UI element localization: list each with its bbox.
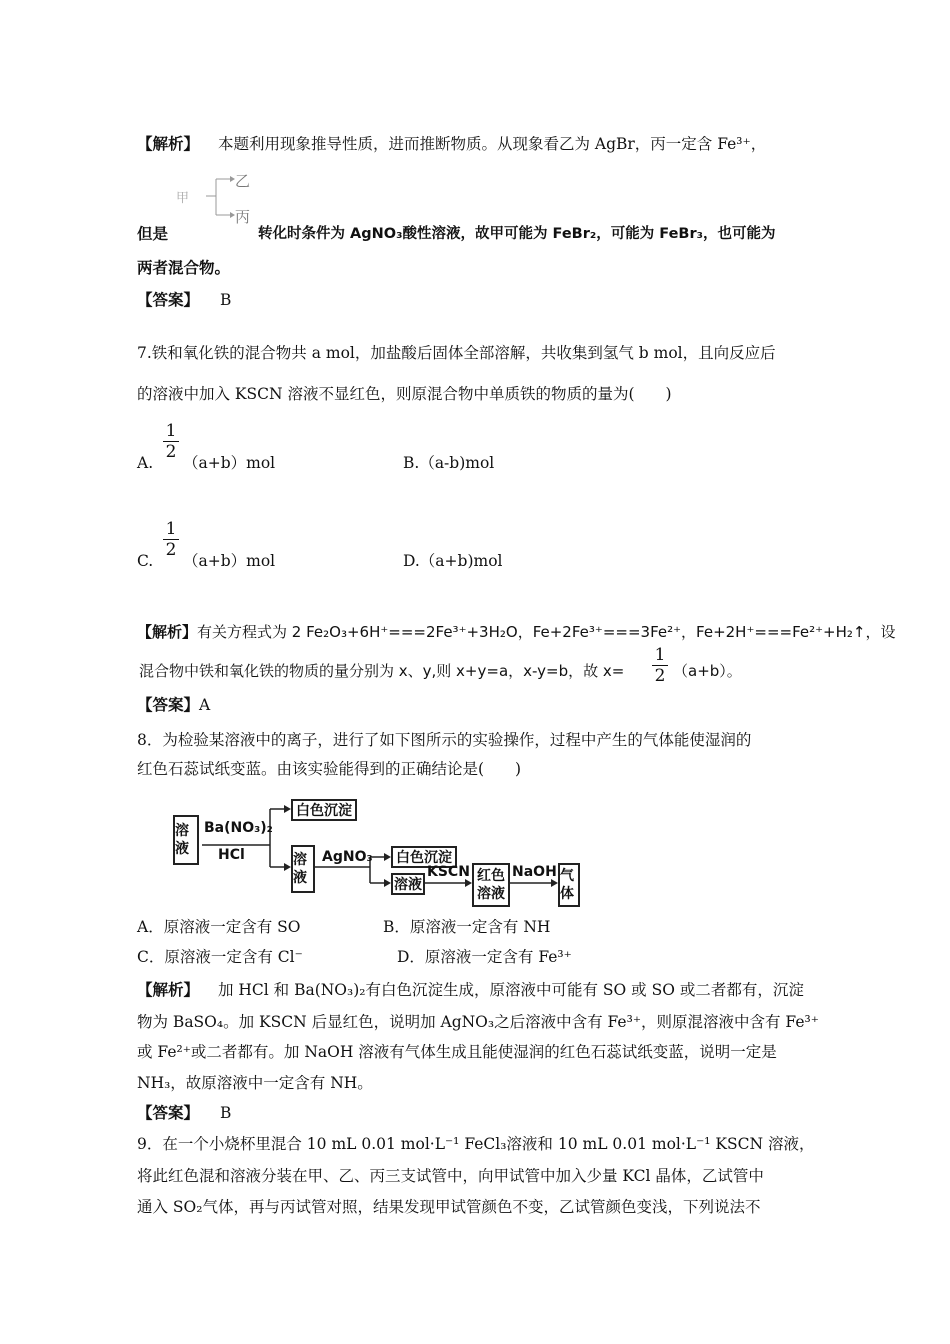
analysis-prefix: 但是 (137, 225, 169, 243)
q8-stem-line1: 8．为检验某溶液中的离子，进行了如下图所示的实验操作，过程中产生的气体能使湿润的 (137, 731, 752, 749)
flow-box-red-solution: 红色溶液 (472, 863, 510, 907)
q9-stem-line2: 将此红色混和溶液分装在甲、乙、丙三支试管中，向甲试管中加入少量 KCl 晶体，乙试管中 (137, 1167, 764, 1185)
fraction-denominator: 2 (165, 442, 177, 462)
q7-option-d: D.（a+b)mol (403, 552, 503, 570)
flow-reagent-ba-no3: Ba(NO₃)₂ (204, 820, 273, 836)
diagram-to1: 乙 (235, 172, 251, 190)
q8-analysis-line2: 物为 BaSO₄。加 KSCN 后显红色，说明加 AgNO₃之后溶液中含有 Fe³⁺，则原混溶液中含有 Fe³⁺ (137, 1013, 819, 1031)
answer-tag: 【答案】 (137, 291, 200, 309)
flow-box-white-precipitate-1: 白色沉淀 (291, 799, 357, 821)
flow-reagent-naoh: NaOH (512, 864, 557, 880)
q7-analysis-line1 (137, 621, 895, 643)
q7-stem-line1: 7.铁和氧化铁的混合物共 a mol，加盐酸后固体全部溶解，共收集到氢气 b mol，且向反应后 (137, 344, 776, 362)
flow-reagent-hcl: HCl (218, 847, 245, 863)
flow-box-gas: 气体 (558, 863, 580, 907)
fraction-numerator: 1 (163, 421, 179, 442)
answer-value: B (219, 291, 232, 309)
q7-stem-line2: 的溶液中加入 KSCN 溶液不显红色，则原混合物中单质铁的物质的量为( ) (137, 385, 672, 403)
answer-value: B (219, 1104, 232, 1122)
answer-tag: 【答案】 (137, 696, 200, 714)
q8-option-b: B．原溶液一定含有 NH (383, 918, 551, 936)
analysis-tag: 【解析】 (137, 981, 200, 999)
fraction-denominator: 2 (165, 540, 177, 560)
q7-option-c-label: C. (137, 552, 154, 570)
q8-stem-line2: 红色石蕊试纸变蓝。由该实验能得到的正确结论是( ) (137, 760, 522, 778)
q9-stem-line1: 9．在一个小烧杯里混合 10 mL 0.01 mol·L⁻¹ FeCl₃溶液和 10 mL 0.01 mol·L⁻¹ KSCN 溶液， (137, 1135, 815, 1153)
q7-answer (137, 694, 210, 716)
q8-option-c: C．原溶液一定含有 Cl⁻ (137, 948, 303, 966)
q7-option-a-fraction (163, 421, 179, 462)
q8-option-d: D．原溶液一定含有 Fe³⁺ (397, 948, 572, 966)
analysis-tag: 【解析】 (137, 135, 200, 153)
q8-option-a: A．原溶液一定含有 SO (137, 918, 301, 936)
q7-option-a-text: （a+b）mol (183, 454, 276, 472)
q6-analysis-line2-suffix: 转化时条件为 AgNO₃酸性溶液，故甲可能为 FeBr₂，可能为 FeBr₃，也可能为 (258, 226, 776, 242)
analysis-text: 本题利用现象推导性质，进而推断物质。从现象看乙为 AgBr，丙一定含 Fe³⁺， (217, 135, 767, 153)
q7-analysis-line2: 混合物中铁和氧化铁的物质的量分别为 x、y,则 x+y=a，x-y=b，故 x= (139, 662, 625, 680)
q8-analysis-line4: NH₃，故原溶液中一定含有 NH。 (137, 1074, 373, 1092)
fraction-numerator: 1 (652, 645, 668, 666)
analysis-text: 加 HCl 和 Ba(NO₃)₂有白色沉淀生成，原溶液中可能有 SO 或 SO 或二者都有，沉淀 (217, 981, 804, 999)
diagram-to2: 丙 (235, 208, 251, 226)
fraction-denominator: 2 (654, 666, 666, 686)
q8-answer (137, 1102, 231, 1124)
q7-option-c-fraction (163, 519, 179, 560)
q6-answer (137, 289, 231, 311)
q6-analysis-line3: 两者混合物。 (137, 259, 231, 277)
q6-analysis-line1 (137, 133, 766, 155)
flow-reagent-kscn: KSCN (427, 864, 470, 880)
q6-analysis-line2 (137, 223, 168, 245)
analysis-tag: 【解析】 (137, 623, 198, 641)
fraction-numerator: 1 (163, 519, 179, 540)
q7-option-b: B.（a-b)mol (403, 454, 495, 472)
q7-analysis-fraction (652, 645, 668, 686)
answer-value: A (199, 696, 211, 714)
diagram-from: 甲 (176, 191, 190, 206)
flow-box-solution-2: 溶液 (291, 845, 315, 893)
flow-box-solution-1: 溶液 (173, 815, 199, 865)
analysis-text: 有关方程式为 2 Fe₂O₃+6H⁺===2Fe³⁺+3H₂O，Fe+2Fe³⁺===3Fe²⁺，Fe+2H⁺===Fe²⁺+H₂↑，设 (197, 623, 896, 641)
q7-option-c-text: （a+b）mol (183, 552, 276, 570)
q7-option-a-label: A. (137, 454, 154, 472)
q8-analysis-line3: 或 Fe²⁺或二者都有。加 NaOH 溶液有气体生成且能使湿润的红色石蕊试纸变蓝，说明一定是 (137, 1043, 777, 1061)
flow-box-solution-3: 溶液 (391, 873, 425, 895)
answer-tag: 【答案】 (137, 1104, 200, 1122)
q7-analysis-line2-end: （a+b）。 (673, 662, 742, 680)
q8-analysis-line1 (137, 979, 804, 1001)
flow-reagent-agno3: AgNO₃ (322, 849, 373, 865)
q9-stem-line3: 通入 SO₂气体，再与丙试管对照，结果发现甲试管颜色不变，乙试管颜色变浅，下列说法不 (137, 1198, 761, 1216)
flow-box-white-precipitate-2: 白色沉淀 (391, 846, 457, 868)
